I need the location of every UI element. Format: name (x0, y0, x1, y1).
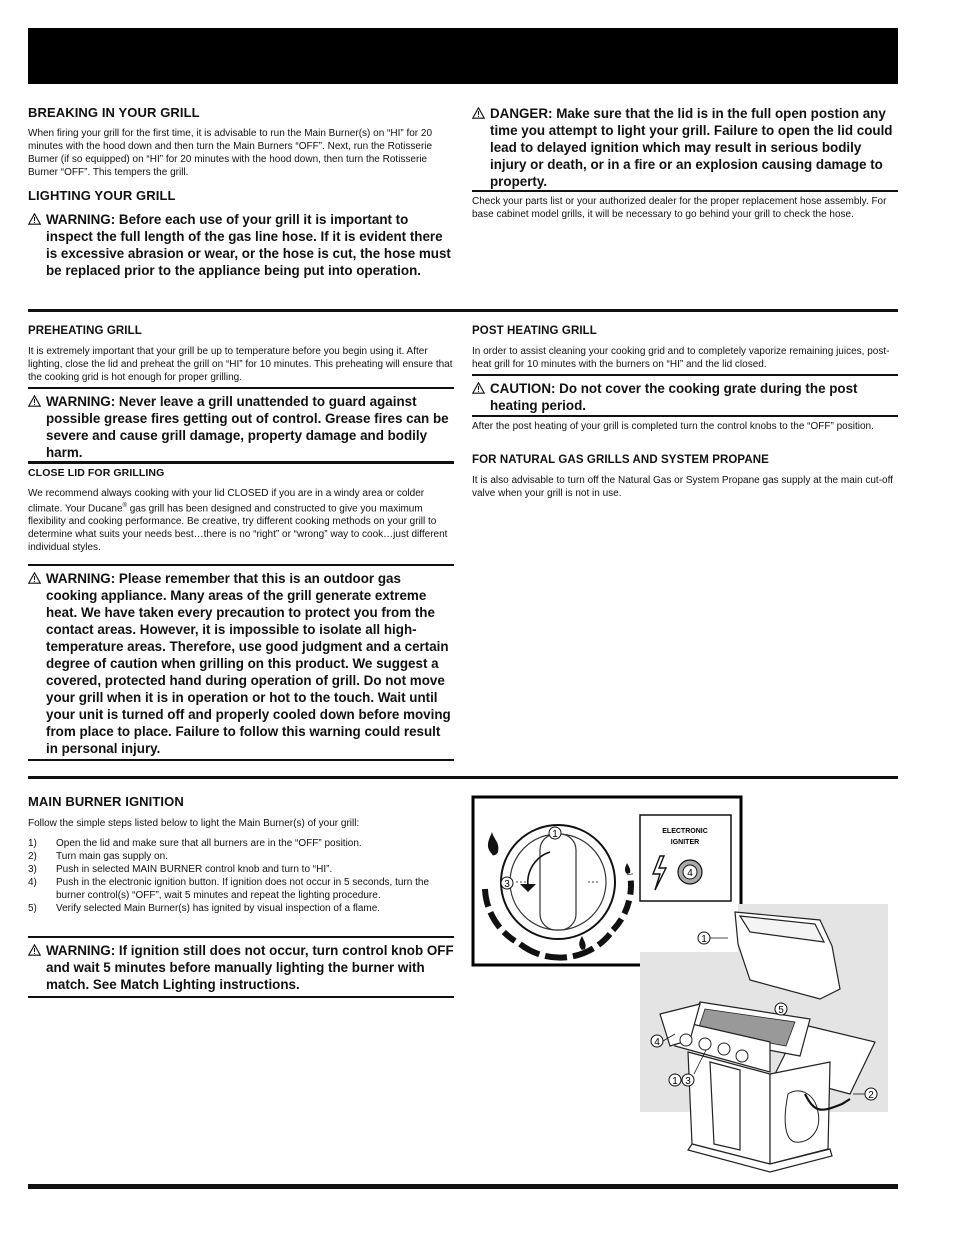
ignition-warning-text: WARNING: If ignition still does not occur, turn control knob OFF and wait 5 minutes before manually lighting the burner with match. See Match Lighting instructions. (46, 943, 454, 992)
divider (28, 387, 454, 389)
divider (28, 461, 454, 464)
step-number: 5) (28, 903, 37, 914)
breaking-in-body: When firing your grill for the first time, it is advisable to run the Main Burner(s) on “HI” for 20 minutes with the hood down and then turn the Main Burners “OFF”. Next, run the Rotisserie Burner (if so equipped) on “HI” for 20 minutes with the hood down, then turn the Rotisserie Burner “OFF”. This tempers the grill. (28, 128, 433, 178)
svg-text:4: 4 (654, 1037, 660, 1048)
post-heating-body2: After the post heating of your grill is completed turn the control knobs to the “OFF” position. (472, 421, 874, 432)
ignition-warning (28, 942, 454, 993)
lighting-section (28, 188, 454, 203)
danger-warning-text: DANGER: Make sure that the lid is in the full open postion any time you attempt to light your grill. Failure to open the lid could lead to delayed ignition which may result in serious bodily injury or death, or in a fire or an explosion causing damage to property. (490, 106, 893, 189)
divider (28, 759, 454, 761)
natural-gas-body: It is also advisable to turn off the Natural Gas or System Propane gas supply at the main cut-off valve when your grill is not in use. (472, 475, 893, 499)
lighting-title: LIGHTING YOUR GRILL (28, 188, 176, 203)
close-lid-title: CLOSE LID FOR GRILLING (28, 467, 165, 479)
post-heating-section (472, 325, 898, 371)
divider (472, 190, 898, 192)
hose-warning-text: WARNING: Before each use of your grill it is important to inspect the full length of the gas line hose. If it is evident there is excessive abrasion or wear, or the hose is cut, the hose must be replaced prior to the appliance being put into operation. (46, 212, 451, 278)
list-item (28, 837, 454, 850)
preheating-body: It is extremely important that your grill be up to temperature before you begin using it. After lighting, close the lid and preheat the grill on “HI” for 10 minutes. This preheating will ensure that the cooking grid is hot enough for proper grilling. (28, 346, 453, 383)
step-text: Open the lid and make sure that all burners are in the “OFF” position. (56, 838, 362, 849)
natural-gas-section (472, 454, 898, 500)
list-item (28, 850, 454, 863)
svg-text:5: 5 (778, 1005, 784, 1016)
section-divider (28, 309, 898, 312)
step-text: Verify selected Main Burner(s) has ignited by visual inspection of a flame. (56, 903, 381, 914)
svg-text:1: 1 (701, 934, 707, 945)
outdoor-warning-text: WARNING: Please remember that this is an outdoor gas cooking appliance. Many areas of the grill generate extreme heat. We have taken every precaution to protect you from the contact areas. However, it is impossible to isolate all high-temperature areas. Therefore, use good judgment and a certain degree of caution when grilling on this product. We suggest a covered, protected hand during operation of grill. Do not move your grill when it is in operation or hot to the touch. Wait until your unit is turned off and properly cooled down before moving from place to place. Failure to follow this warning could result in personal injury. (46, 571, 451, 756)
close-lid-body-part2: gas grill has been designed and constructed to give you maximum flexibility and cooking performance. Be creative, try different cooking methods on your grill to determine what suits your needs best…there is no “right” or “wrong” way to cook…just different individual styles. (28, 503, 448, 554)
warning-triangle-icon (472, 382, 485, 394)
preheating-title: PREHEATING GRILL (28, 325, 142, 337)
warning-triangle-icon (472, 107, 485, 119)
close-lid-section (28, 467, 454, 554)
igniter-label-line2: IGNITER (670, 839, 700, 846)
main-burner-title: MAIN BURNER IGNITION (28, 794, 184, 809)
hose-warning (28, 211, 454, 279)
close-lid-body-part1: We recommend always cooking with your lid CLOSED if you are in a windy area or colder climate. Your Ducane (28, 488, 425, 515)
outdoor-warning (28, 570, 454, 757)
natural-gas-title: FOR NATURAL GAS GRILLS AND SYSTEM PROPANE (472, 454, 769, 466)
step-text: Turn main gas supply on. (56, 851, 168, 862)
hose-replacement-body: Check your parts list or your authorized dealer for the proper replacement hose assembly. For base cabinet model grills, it will be necessary to go behind your grill to check the hose. (472, 196, 887, 220)
warning-triangle-icon (28, 572, 41, 584)
danger-warning (472, 105, 898, 190)
divider (472, 415, 898, 417)
main-burner-intro: Follow the simple steps listed below to light the Main Burner(s) of your grill: (28, 818, 360, 829)
list-item (28, 863, 454, 876)
divider (28, 564, 454, 566)
list-item (28, 902, 454, 915)
warning-triangle-icon (28, 944, 41, 956)
divider (28, 936, 454, 938)
header-bar (28, 28, 898, 84)
step-number: 1) (28, 838, 37, 849)
preheating-section (28, 325, 454, 384)
igniter-button (678, 860, 702, 884)
post-heating-title: POST HEATING GRILL (472, 325, 597, 337)
breaking-in-section (28, 105, 454, 179)
svg-text:4: 4 (687, 868, 693, 879)
warning-triangle-icon (28, 395, 41, 407)
step-number: 3) (28, 864, 37, 875)
igniter-label-line1: ELECTRONIC (662, 828, 708, 835)
grease-fire-warning (28, 393, 454, 461)
section-divider (28, 776, 898, 779)
panel-overlap (638, 902, 738, 952)
list-item (28, 876, 454, 902)
svg-text:3: 3 (504, 879, 510, 890)
breaking-in-title: BREAKING IN YOUR GRILL (28, 105, 200, 120)
divider (472, 374, 898, 376)
svg-text:2: 2 (868, 1090, 874, 1101)
step-text: Push in selected MAIN BURNER control knob and turn to “HI”. (56, 864, 333, 875)
warning-triangle-icon (28, 213, 41, 225)
step-number: 2) (28, 851, 37, 862)
post-heating-caution (472, 380, 898, 414)
ignition-steps (28, 837, 454, 915)
grease-fire-warning-text: WARNING: Never leave a grill unattended to guard against possible grease fires getting out of control. Grease fires can be severe and cause grill damage, property damage and bodily harm. (46, 394, 449, 460)
registered-mark: ® (122, 503, 127, 509)
step-number: 4) (28, 877, 37, 888)
footer-bar (28, 1184, 898, 1189)
step-text: Push in the electronic ignition button. If ignition does not occur in 5 seconds, turn the burner control(s) “OFF”, wait 5 minutes and repeat the lighting procedure. (56, 877, 430, 901)
main-burner-section (28, 794, 454, 915)
close-lid-body (28, 487, 454, 554)
svg-text:1: 1 (672, 1076, 678, 1087)
divider (28, 996, 454, 998)
ignition-diagram (470, 794, 900, 1179)
svg-text:3: 3 (685, 1076, 691, 1087)
svg-text:1: 1 (552, 829, 558, 840)
post-heating-caution-text: CAUTION: Do not cover the cooking grate during the post heating period. (490, 381, 858, 413)
post-heating-body: In order to assist cleaning your cooking grid and to completely vaporize remaining juices, post-heat grill for 10 minutes with the burners on “HI” and the lid closed. (472, 346, 890, 370)
